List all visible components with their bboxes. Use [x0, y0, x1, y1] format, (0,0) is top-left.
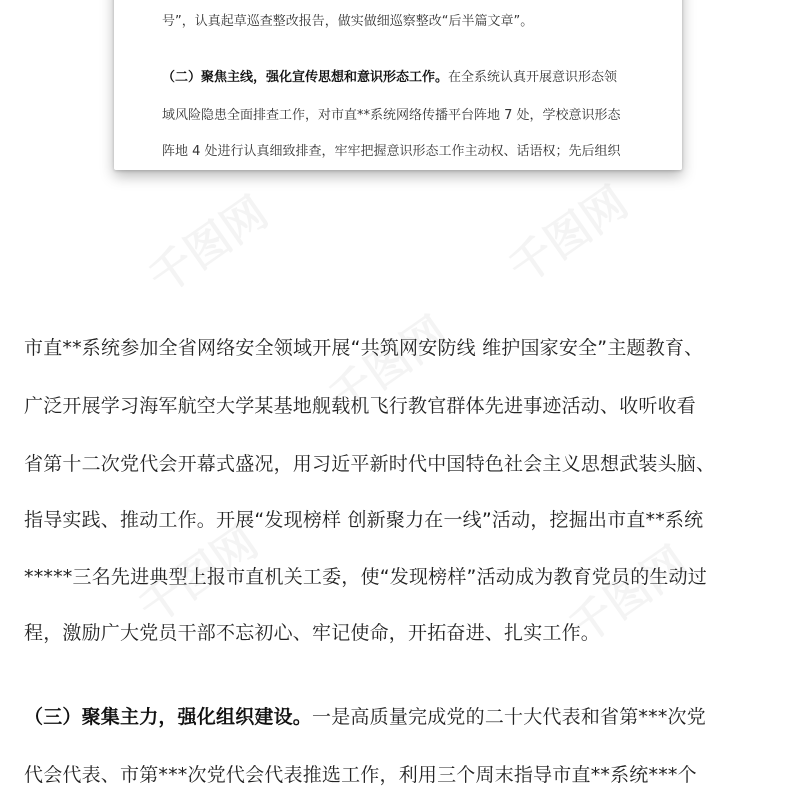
- body-text-line: 程，激励广大党员干部不忘初心、牢记使命，开拓奋进、扎实工作。: [24, 622, 601, 644]
- watermark: [134, 178, 279, 306]
- body-text-line: 市直**系统参加全省网络安全领域开展“共筑网安防线 维护国家安全”主题教育、: [24, 337, 704, 359]
- body-text-line: *****三名先进典型上报市直机关工委，使“发现榜样”活动成为教育党员的生动过: [24, 566, 707, 588]
- card-text-line: 域风险隐患全面排查工作，对市直**系统网络传播平台阵地 7 处，学校意识形态: [162, 108, 621, 123]
- body-text-line: 省第十二次党代会开幕式盛况，用习近平新时代中国特色社会主义思想武装头脑、: [24, 453, 716, 475]
- card-text-line: 号”，认真起草巡查整改报告，做实做细巡察整改“后半篇文章”。: [162, 14, 534, 29]
- body-text-line: 指导实践、推动工作。开展“发现榜样 创新聚力在一线”活动，挖掘出市直**系统: [24, 509, 704, 531]
- section3-heading: （三）聚集主力，强化组织建设。: [24, 706, 313, 728]
- section3-line: [24, 702, 784, 729]
- section2-heading: （二）聚焦主线，强化宣传思想和意识形态工作。: [162, 70, 449, 85]
- card-text-span: 在全系统认真开展意识形态领: [448, 70, 618, 85]
- card-section2-line: [162, 66, 658, 85]
- body-text-line: 代会代表、市第***次党代会代表推选工作，利用三个周末指导市直**系统***个: [24, 764, 697, 786]
- watermark: [494, 168, 639, 296]
- card-text-line: 阵地 4 处进行认真细致排查，牢牢把握意识形态工作主动权、话语权；先后组织: [162, 144, 621, 159]
- body-text-line: 广泛开展学习海军航空大学某基地舰载机飞行教官群体先进事迹活动、收听收看: [24, 395, 697, 417]
- body-text-span: 一是高质量完成党的二十大代表和省第***次党: [312, 706, 706, 728]
- document-preview-card: [114, 0, 682, 170]
